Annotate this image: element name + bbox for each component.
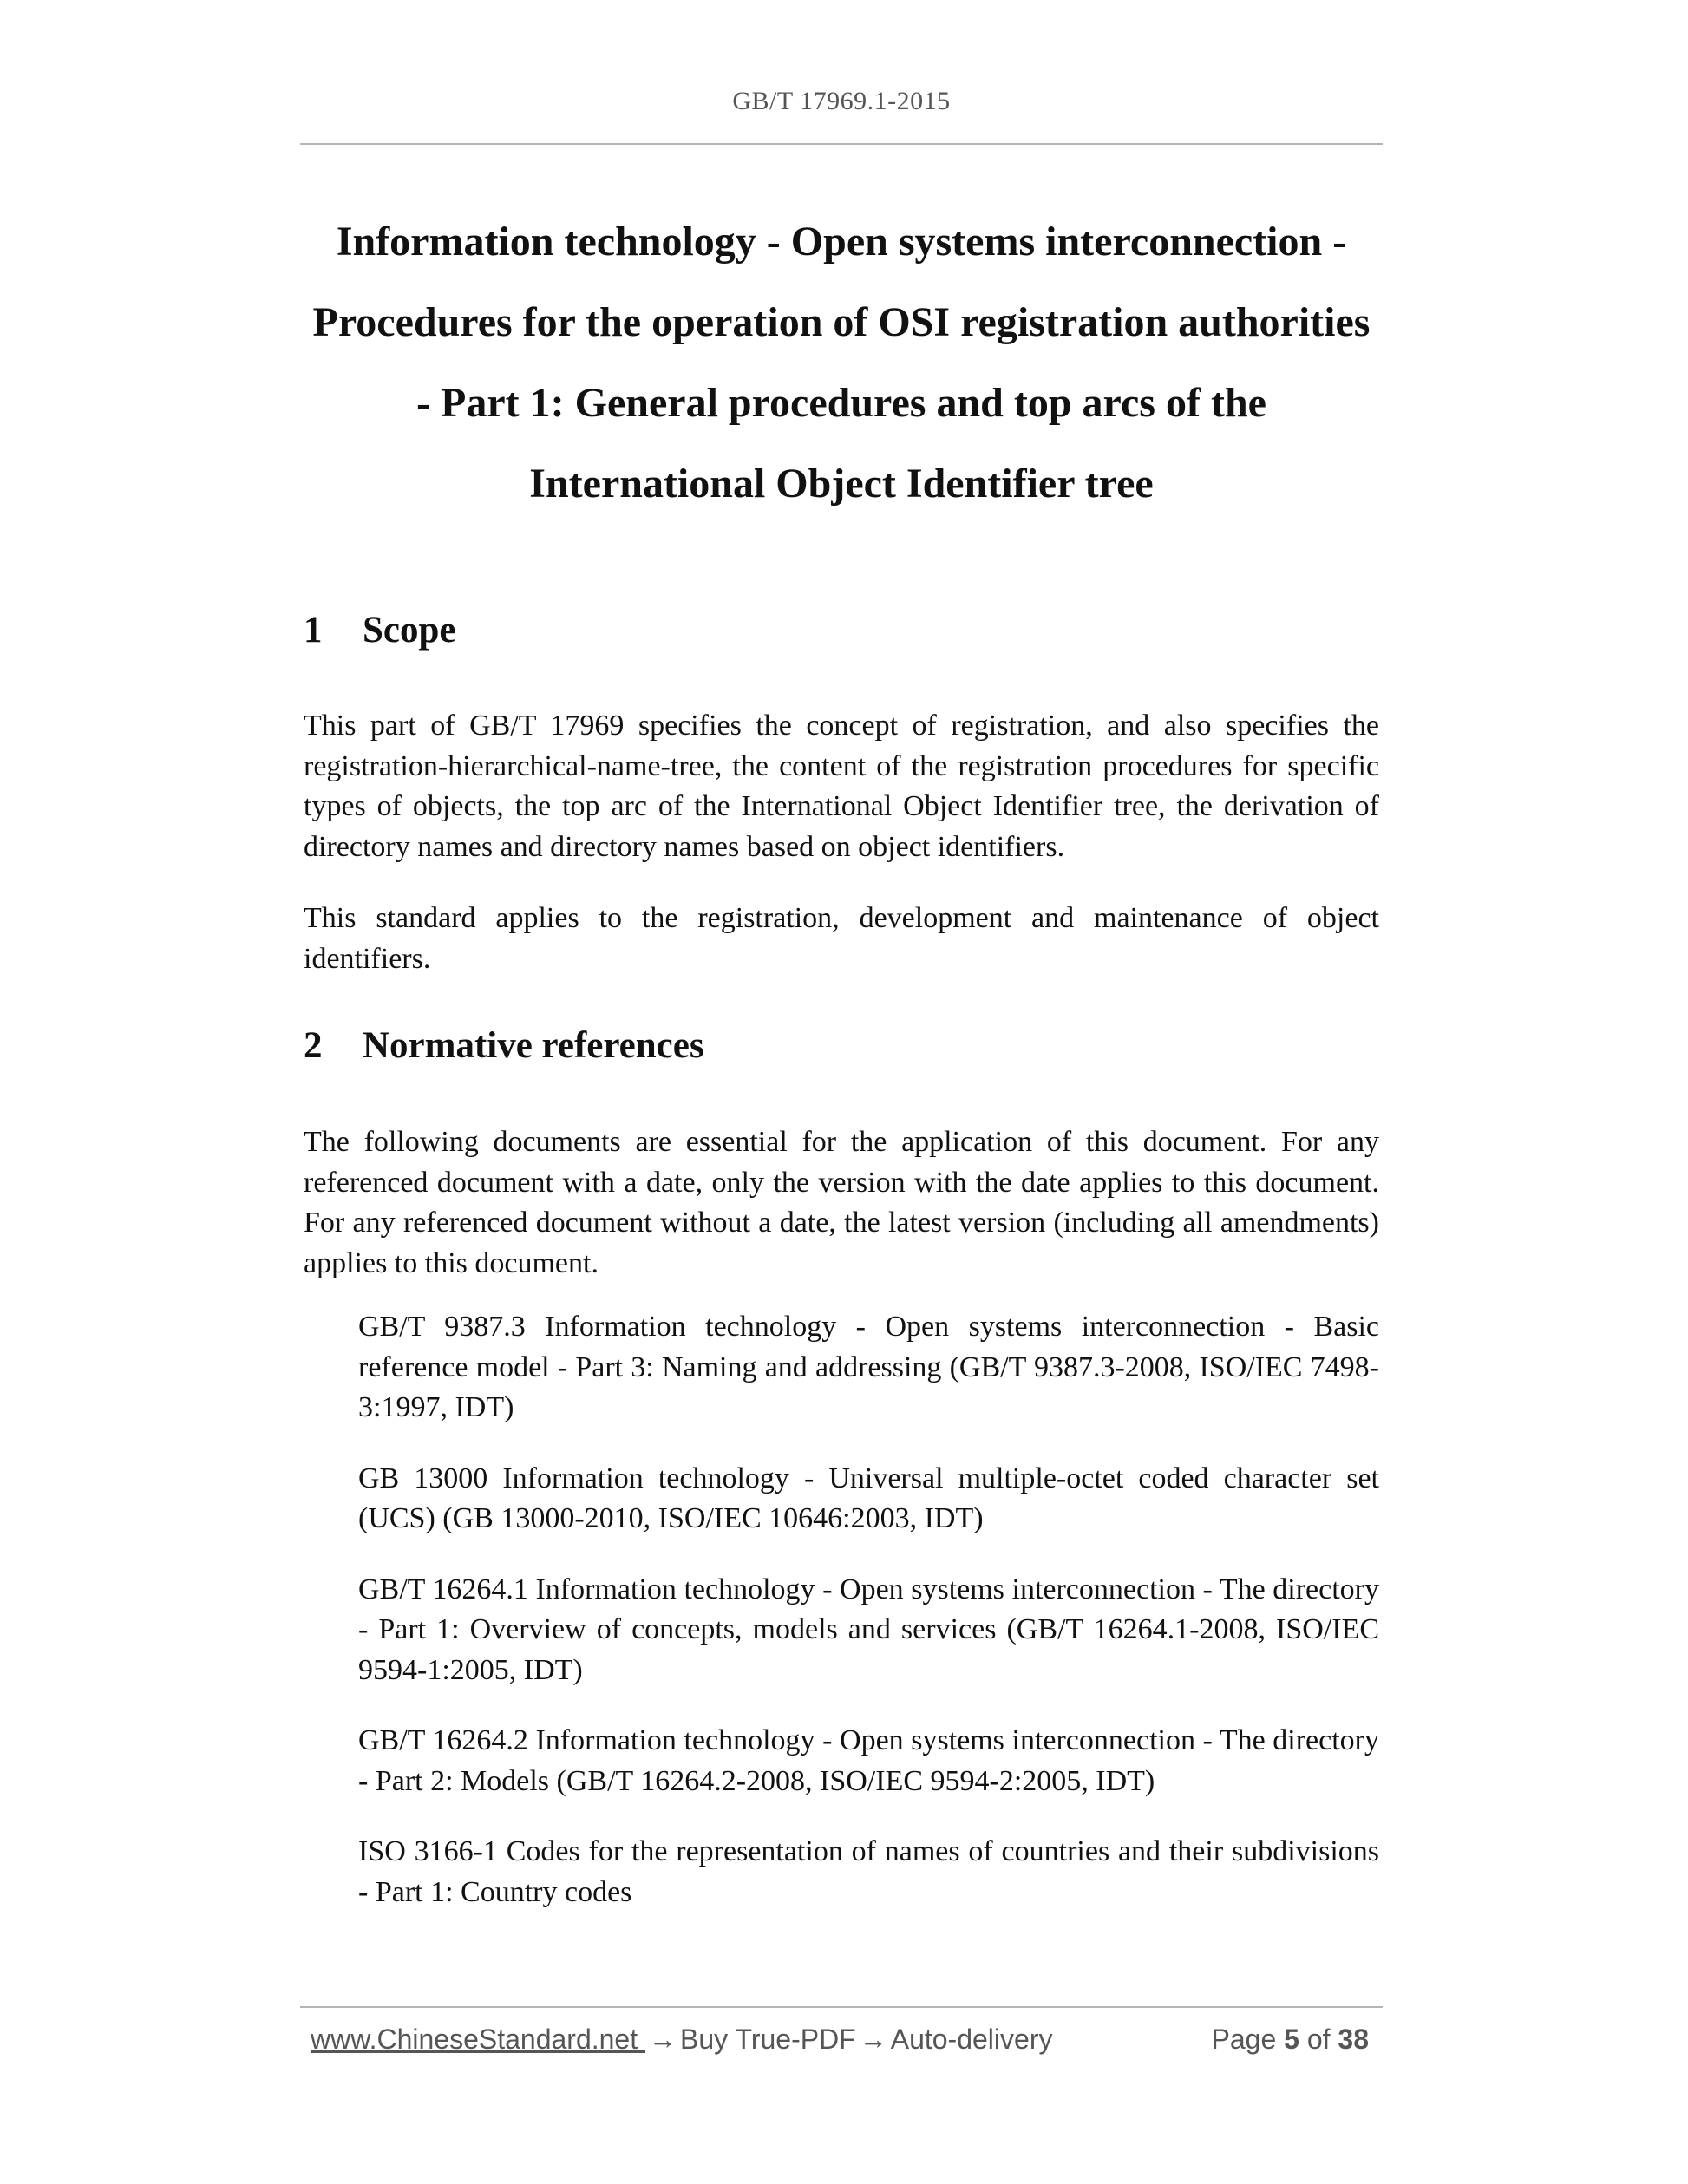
reference-item: GB/T 9387.3 Information technology - Open systems interconnection - Basic reference model - Part 3: Naming and addressing (GB/T 9387.3-2008, ISO/IEC 7498-3:1997, IDT) xyxy=(358,1311,1379,1423)
title-line: Procedures for the operation of OSI registration authorities xyxy=(312,299,1371,345)
standard-id: GB/T 17969.1-2015 xyxy=(732,87,951,115)
arrow-right-icon: → xyxy=(649,2024,677,2055)
reference-item: GB/T 16264.2 Information technology - Open systems interconnection - The directory - Part 2: Models (GB/T 16264.2-2008, ISO/IEC 9594-2:2005, IDT) xyxy=(358,1724,1379,1797)
title-line: International Object Identifier tree xyxy=(529,461,1154,507)
site-link[interactable]: www.ChineseStandard.net xyxy=(311,2024,645,2055)
delivery-text: Auto-delivery xyxy=(890,2024,1053,2055)
section-number: 2 xyxy=(304,1025,323,1066)
scope-paragraph: This part of GB/T 17969 specifies the concept of registration, and also specifies the registration-hierarchical-name-tree, the content of the registration procedures for specific types of objects, the top arc of the International Object Identifier tree, the derivation of directory names and directory names based on object identifiers. xyxy=(304,709,1379,863)
title-line: Information technology - Open systems interconnection - xyxy=(336,219,1347,265)
section-number: 1 xyxy=(304,610,323,651)
footer-divider xyxy=(300,2006,1383,2008)
section-heading-scope xyxy=(304,609,456,651)
arrow-right-icon: → xyxy=(859,2024,887,2055)
document-title xyxy=(300,201,1383,524)
header-divider xyxy=(300,143,1383,145)
running-header xyxy=(300,87,1383,116)
section-title: Normative references xyxy=(363,1025,704,1066)
section-heading-normative-references xyxy=(304,1024,704,1067)
reference-item: ISO 3166-1 Codes for the representation of names of countries and their subdivisions - Part 1: Country codes xyxy=(358,1835,1379,1908)
references-intro-paragraph: The following documents are essential for the application of this document. For any referenced document with a date, only the version with the date applies to this document. For any referenced document without a date, the latest version (including all amendments) applies to this document. xyxy=(304,1126,1379,1279)
total-pages: 38 xyxy=(1338,2024,1369,2055)
reference-list xyxy=(358,1307,1379,1943)
buy-text: Buy True-PDF xyxy=(680,2024,856,2055)
page-label: Page xyxy=(1211,2024,1277,2055)
page-footer xyxy=(311,2024,1383,2063)
footer-promo xyxy=(311,2024,1052,2056)
title-line: - Part 1: General procedures and top arcs of the xyxy=(416,380,1266,426)
reference-item: GB 13000 Information technology - Universal multiple-octet coded character set (UCS) (GB 13000-2010, ISO/IEC 10646:2003, IDT) xyxy=(358,1461,1379,1534)
page-indicator xyxy=(1212,2024,1369,2056)
section-title: Scope xyxy=(363,610,456,651)
reference-item: GB/T 16264.1 Information technology - Open systems interconnection - The directory - Part 1: Overview of concepts, models and services (GB/T 16264.1-2008, ISO/IEC 9594-1:2005, IDT) xyxy=(358,1573,1379,1686)
of-label: of xyxy=(1306,2024,1331,2055)
scope-paragraph: This standard applies to the registration, development and maintenance of object identifiers. xyxy=(304,902,1379,975)
page-number: 5 xyxy=(1284,2024,1299,2055)
